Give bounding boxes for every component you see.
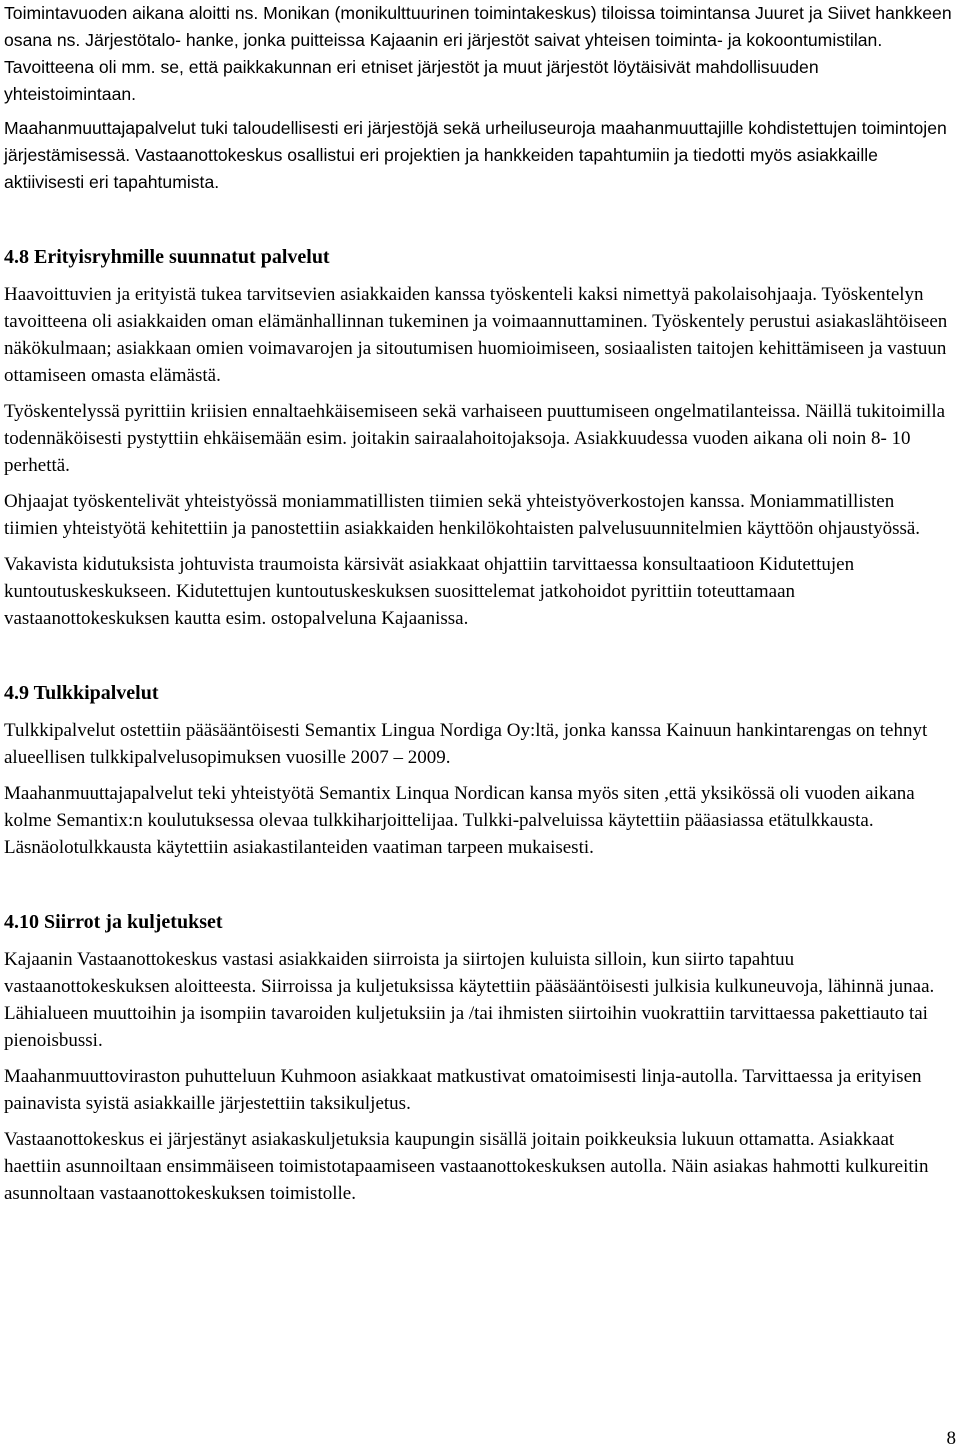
section-heading-4-9: 4.9 Tulkkipalvelut — [4, 682, 159, 704]
section-4-10-paragraph-1: Kajaanin Vastaanottokeskus vastasi asiakkaiden siirroista ja siirtojen kuluista silloin, kun siirto tapahtuu vastaanottokeskuksen aloitteesta. Siirroissa ja kuljetuksissa käytettiin pääsääntöisesti julkisia kulkuneuvoja, lähinnä junaa. Lähialueen muuttoihin ja isompiin tavaroiden kuljetuksiin ja /tai ihmisten siirtoihin vuokrattiin tarvittaessa pakettiauto tai pienoisbussi. — [4, 949, 935, 1051]
page-content — [4, 0, 952, 1207]
section-heading-4-8: 4.8 Erityisryhmille suunnatut palvelut — [4, 246, 330, 268]
section-4-10-paragraph-2: Maahanmuuttoviraston puhutteluun Kuhmoon asiakkaat matkustivat omatoimisesti linja-autolla. Tarvittaessa ja erityisen painavista syistä asiakkaille järjestettiin taksikuljetus. — [4, 1066, 922, 1114]
section-4-8-paragraph-4: Vakavista kidutuksista johtuvista traumoista kärsivät asiakkaat ohjattiin tarvittaessa konsultaatioon Kidutettujen kuntoutuskeskukseen. Kidutettujen kuntoutuskeskuksen suosittelemat jatkohoidot pyrittiin toteuttamaan vastaanottokeskuksen kautta esim. ostopalveluna Kajaanissa. — [4, 554, 855, 629]
section-heading-4-10: 4.10 Siirrot ja kuljetukset — [4, 911, 223, 933]
section-4-8-paragraph-2: Työskentelyssä pyrittiin kriisien ennaltaehkäisemiseen sekä varhaiseen puuttumiseen ongelmatilanteissa. Näillä tukitoimilla todennäköisesti pystyttiin ehkäisemään esim. joitakin sairaalahoitojaksoja. Asiakkuudessa vuoden aikana oli noin 8- 10 perhettä. — [4, 401, 946, 476]
intro-paragraph-1: Toimintavuoden aikana aloitti ns. Monikan (monikulttuurinen toimintakeskus) tiloissa toimintansa Juuret ja Siivet hankkeen osana ns. Järjestötalo- hanke, jonka puitteissa Kajaanin eri järjestöt saivat yhteisen toiminta- ja kokoontumistilan. Tavoitteena oli mm. se, että paikkakunnan eri etniset järjestöt ja muut järjestöt löytäisivät mahdollisuuden yhteistoimintaan. — [4, 3, 952, 104]
section-4-8-paragraph-1: Haavoittuvien ja erityistä tukea tarvitsevien asiakkaiden kanssa työskenteli kaksi nimettyä pakolaisohjaaja. Työskentelyn tavoitteena oli asiakkaiden oman elämänhallinnan tukeminen ja voimaannuttaminen. Työskentely perustui asiakaslähtöiseen näkökulmaan; asiakkaan omien voimavarojen ja sitoutumisen huomioimiseen, sosiaalisten taitojen kehittämiseen ja vastuun ottamiseen omasta elämästä. — [4, 284, 948, 386]
section-4-8-paragraph-3: Ohjaajat työskentelivät yhteistyössä moniammatillisten tiimien sekä yhteistyöverkostojen kanssa. Moniammatillisten tiimien yhteistyötä kehitettiin ja panostettiin asiakkaiden henkilökohtaisten palvelusuunnitelmien käyttöön ohjaustyössä. — [4, 491, 921, 539]
section-4-10-paragraph-3: Vastaanottokeskus ei järjestänyt asiakaskuljetuksia kaupungin sisällä joitain poikkeuksia lukuun ottamatta. Asiakkaat haettiin asunnoiltaan ensimmäiseen toimistotapaamiseen vastaanottokeskuksen autolla. Näin asiakas hahmotti kulkureitin asunnoltaan vastaanottokeskuksen toimistolle. — [4, 1129, 929, 1204]
page-number: 8 — [946, 1428, 956, 1449]
section-4-9-paragraph-1: Tulkkipalvelut ostettiin pääsääntöisesti Semantix Lingua Nordiga Oy:ltä, jonka kanssa Kainuun hankintarengas on tehnyt alueellisen tulkkipalvelusopimuksen vuosille 2007 – 2009. — [4, 720, 928, 768]
section-4-9-paragraph-2: Maahanmuuttajapalvelut teki yhteistyötä Semantix Linqua Nordican kansa myös siten ,että yksikössä oli vuoden aikana kolme Semantix:n koulutuksessa olevaa tulkkiharjoittelijaa. Tulkki-palveluissa käytettiin pääasiassa etätulkkausta. Läsnäolotulkkausta käytettiin asiakastilanteiden vaatiman tarpeen mukaisesti. — [4, 783, 915, 858]
intro-paragraph-2: Maahanmuuttajapalvelut tuki taloudellisesti eri järjestöjä sekä urheiluseuroja maahanmuuttajille kohdistettujen toimintojen järjestämisessä. Vastaanottokeskus osallistui eri projektien ja hankkeiden tapahtumiin ja tiedotti myös asiakkaille aktiivisesti eri tapahtumista. — [4, 118, 947, 192]
